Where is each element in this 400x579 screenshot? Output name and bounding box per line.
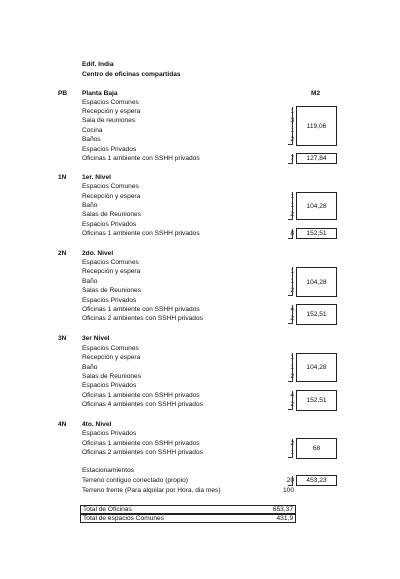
row-qty: 8 — [290, 230, 294, 237]
common-m2-box — [296, 267, 337, 297]
common-m2-box — [296, 353, 337, 382]
section-title-1n: 1er. Nivel — [82, 174, 111, 181]
row-qty: 1 — [290, 278, 294, 285]
common-m2-box — [296, 106, 337, 146]
row-qty: 2 — [290, 287, 294, 294]
private-m2-box — [296, 438, 337, 459]
qty-bracket — [288, 353, 293, 382]
row-label: Espacios Comunes — [82, 345, 139, 352]
section-title-pb: Planta Baja — [82, 90, 118, 97]
private-m2-box — [296, 153, 337, 164]
row-label: Espacios Comunes — [82, 99, 139, 106]
row-label: Oficinas 2 ambientes con SSHH privados — [82, 449, 203, 456]
private-m2-value: 152,51 — [306, 230, 327, 237]
total-value: 653,37 — [272, 506, 293, 513]
row-label: Salas de Reuniones — [82, 287, 142, 294]
row-qty: 1 — [290, 449, 294, 456]
row-qty: 1 — [290, 202, 294, 209]
row-label: Baño — [82, 364, 98, 371]
row-label: Oficinas 1 ambiente con SSHH privados — [82, 440, 200, 447]
row-label: Oficinas 2 ambientes con SSHH privados — [82, 315, 203, 322]
row-label: Oficinas 1 ambiente con SSHH privados — [82, 230, 200, 237]
row-label: Baños — [82, 136, 101, 143]
row-label: Recepción y espera — [82, 108, 141, 115]
row-label: Baño — [82, 278, 98, 285]
row-label: Oficinas 1 ambiente con SSHH privados — [82, 306, 200, 313]
qty-bracket — [288, 439, 293, 458]
total-common-row — [80, 514, 296, 523]
m2-column-header: M2 — [311, 90, 321, 97]
row-qty: 4 — [290, 306, 294, 313]
private-m2-box — [296, 390, 337, 411]
row-qty: 3 — [290, 117, 294, 124]
row-label: Espacios Privados — [82, 221, 137, 228]
row-label: Espacios Comunes — [82, 183, 139, 190]
document-subtitle: Centro de oficinas compartidas — [82, 71, 181, 78]
parking-row-qty: 100 — [282, 487, 294, 494]
qty-bracket — [288, 305, 293, 324]
qty-bracket — [288, 267, 293, 296]
parking-row-label: Terreno frente (Para alquilar por Hora, dia mes) — [82, 487, 221, 494]
parking-row-label: Terreno contiguo conectado (propio) — [82, 477, 188, 484]
parking-m2-box — [296, 475, 337, 486]
qty-bracket — [288, 391, 293, 410]
section-title-2n: 2do. Nivel — [82, 250, 114, 257]
common-m2-value: 119,06 — [306, 122, 327, 130]
section-code-3n: 3N — [58, 335, 67, 342]
row-label: Baño — [82, 202, 98, 209]
row-qty: 4 — [290, 392, 294, 399]
section-code-pb: PB — [58, 90, 68, 97]
total-label: Total de espacios Comunes — [83, 515, 165, 522]
row-label: Sala de reuniones — [82, 117, 136, 124]
section-code-2n: 2N — [58, 250, 67, 257]
row-label: Recepción y espera — [82, 193, 141, 200]
row-qty: 1 — [290, 268, 294, 275]
row-label: Espacios Privados — [82, 146, 137, 153]
row-label: Espacios Privados — [82, 382, 137, 389]
private-m2-value: 152,51 — [306, 311, 327, 318]
parking-row-qty: 20 — [286, 477, 294, 484]
qty-bracket — [288, 192, 293, 220]
row-qty: 2 — [290, 315, 294, 322]
row-qty: 1 — [290, 108, 294, 115]
section-title-3n: 3er Nivel — [82, 335, 110, 342]
row-qty: 2 — [290, 211, 294, 218]
row-label: Espacios Comunes — [82, 259, 139, 266]
row-label: Salas de Reuniones — [82, 373, 142, 380]
row-qty: 2 — [290, 401, 294, 408]
row-label: Salas de Reuniones — [82, 211, 142, 218]
row-qty: 7 — [290, 155, 294, 162]
private-m2-box — [296, 228, 337, 239]
common-m2-value: 104,28 — [306, 278, 327, 286]
row-qty: 1 — [290, 193, 294, 200]
common-m2-value: 104,28 — [306, 202, 327, 210]
row-qty: 1 — [290, 364, 294, 371]
parking-m2-value: 453,23 — [306, 477, 327, 484]
total-offices-row — [80, 505, 296, 514]
total-value: 431,9 — [276, 515, 293, 522]
private-m2-box — [296, 304, 337, 325]
qty-bracket — [288, 476, 293, 486]
row-label: Oficinas 4 ambientes con SSHH privados — [82, 401, 203, 408]
row-qty: 2 — [290, 136, 294, 143]
building-name: Edif. India — [82, 61, 114, 68]
common-m2-value: 104,28 — [306, 364, 327, 371]
common-m2-box — [296, 192, 337, 220]
row-qty: 2 — [290, 440, 294, 447]
row-label: Oficinas 1 ambiente con SSHH privados — [82, 155, 200, 162]
row-label: Oficinas 1 ambiente con SSHH privados — [82, 392, 200, 399]
section-code-4n: 4N — [58, 421, 67, 428]
row-label: Espacios Privados — [82, 297, 137, 304]
row-qty: 2 — [290, 373, 294, 380]
section-title-4n: 4to. Nivel — [82, 421, 112, 428]
total-label: Total de Oficinas — [83, 506, 132, 513]
row-qty: 1 — [290, 354, 294, 361]
row-label: Recepción y espera — [82, 268, 141, 275]
qty-bracket — [288, 229, 293, 239]
qty-bracket — [288, 107, 293, 145]
section-code-1n: 1N — [58, 174, 67, 181]
parking-title: Estacionamientos — [82, 467, 135, 474]
row-label: Recepción y espera — [82, 354, 141, 361]
private-m2-value: 152,51 — [306, 397, 327, 404]
row-label: Espacios Privados — [82, 430, 137, 437]
private-m2-value: 127,84 — [306, 155, 327, 162]
qty-bracket — [288, 154, 293, 164]
row-qty: 1 — [290, 127, 294, 134]
row-label: Cocina — [82, 127, 103, 134]
private-m2-value: 68 — [312, 445, 321, 452]
